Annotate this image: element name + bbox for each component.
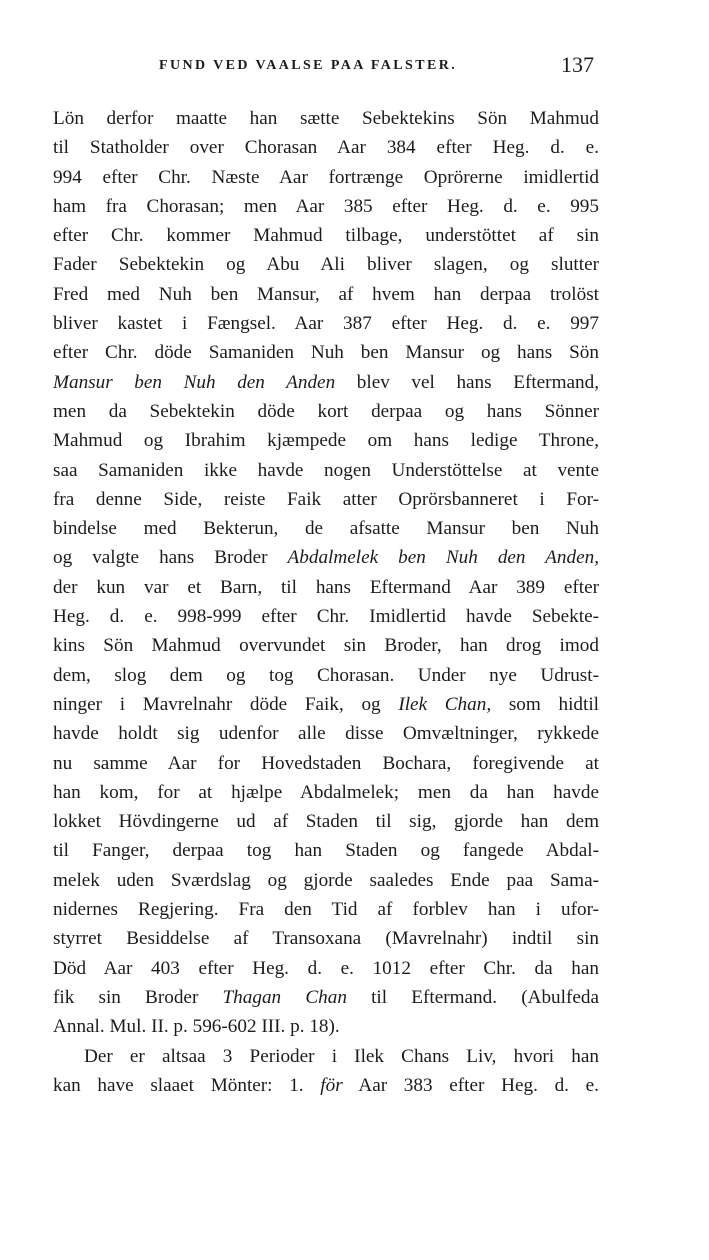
text-segment: fik sin Broder (53, 986, 223, 1008)
text-line (53, 397, 599, 426)
text-segment: Lön derfor maatte han sætte Sebektekins Sön Mahmud (53, 108, 599, 129)
text-line (53, 778, 599, 807)
text-line (53, 866, 599, 895)
text-line (53, 514, 599, 543)
text-segment: Fred med Nuh ben Mansur, af hvem han derpaa trolöst (53, 283, 599, 305)
text-segment: som hidtil (491, 693, 599, 715)
text-segment: styrret Besiddelse af Transoxana (Mavrelnahr) indtil sin (53, 928, 599, 950)
text-segment: Aar 383 efter Heg. d. e. (342, 1074, 599, 1096)
text-line (53, 983, 599, 1012)
text-line (53, 954, 599, 983)
text-segment: blev vel hans Eftermand, (335, 371, 599, 393)
text-line (53, 543, 599, 572)
text-segment: saa Samaniden ikke havde nogen Understöttelse at vente (53, 459, 599, 481)
text-segment: Heg. d. e. 998-999 efter Chr. Imidlertid havde Sebekte- (53, 606, 599, 628)
text-segment: bliver kastet i Fængsel. Aar 387 efter Heg. d. e. 997 (53, 313, 599, 335)
text-line (53, 836, 599, 865)
text-line (53, 895, 599, 924)
body-text (53, 104, 599, 1100)
text-line (53, 250, 599, 279)
text-segment: kan have slaaet Mönter: 1. (53, 1074, 321, 1096)
text-segment: bindelse med Bekterun, de afsatte Mansur ben Nuh (53, 518, 599, 540)
text-segment: han kom, for at hjælpe Abdalmelek; men da han havde (53, 781, 599, 803)
text-segment: ninger i Mavrelnahr döde Faik, og (53, 693, 399, 715)
text-line (53, 485, 599, 514)
text-line (53, 309, 599, 338)
text-segment: der kun var et Barn, til hans Eftermand Aar 389 efter (53, 576, 599, 598)
text-line (53, 631, 599, 660)
text-line (53, 602, 599, 631)
text-line (53, 1012, 599, 1041)
text-line (53, 192, 599, 221)
text-segment: Död Aar 403 efter Heg. d. e. 1012 efter Chr. da han (53, 957, 599, 979)
text-line (53, 1071, 599, 1100)
running-title: FUND VED VAALSE PAA FALSTER. (159, 58, 458, 73)
text-segment: Mahmud og Ibrahim kjæmpede om hans ledige Throne, (53, 430, 599, 452)
text-segment: havde holdt sig udenfor alle disse Omvæltninger, rykkede (53, 723, 599, 745)
text-segment: kins Sön Mahmud overvundet sin Broder, han drog imod (53, 635, 599, 657)
text-line (53, 368, 599, 397)
italic-text: Abdalmelek ben Nuh den Anden, (287, 547, 599, 569)
italic-text: för (320, 1074, 343, 1096)
text-segment: til Statholder over Chorasan Aar 384 efter Heg. d. e. (53, 137, 599, 159)
text-line (53, 1042, 599, 1071)
text-line (53, 163, 599, 192)
text-line (53, 133, 599, 162)
italic-text: Ilek Chan, (398, 693, 492, 715)
text-line (53, 807, 599, 836)
text-segment: ham fra Chorasan; men Aar 385 efter Heg. d. e. 995 (53, 195, 599, 217)
page-number: 137 (561, 52, 594, 77)
text-segment: dem, slog dem og tog Chorasan. Under nye Udrust- (53, 664, 599, 686)
text-segment: lokket Hövdingerne ud af Staden til sig, gjorde han dem (53, 811, 599, 833)
text-segment: og valgte hans Broder (53, 547, 288, 569)
text-segment: efter Chr. döde Samaniden Nuh ben Mansur og hans Sön (53, 342, 599, 364)
text-line (53, 661, 599, 690)
text-line (53, 280, 599, 309)
text-segment: nidernes Regjering. Fra den Tid af forblev han i ufor- (53, 899, 599, 921)
text-line (53, 749, 599, 778)
text-line (53, 690, 599, 719)
text-segment: men da Sebektekin döde kort derpaa og hans Sönner (53, 400, 599, 422)
text-segment: Fader Sebektekin og Abu Ali bliver slagen, og slutter (53, 254, 599, 276)
text-line (53, 456, 599, 485)
text-segment: melek uden Sværdslag og gjorde saaledes Ende paa Sama- (53, 869, 599, 891)
text-line (53, 924, 599, 953)
text-line (53, 426, 599, 455)
text-segment: Der er altsaa 3 Perioder i Ilek Chans Liv, hvori han (84, 1045, 599, 1067)
text-segment: til Fanger, derpaa tog han Staden og fangede Abdal- (53, 840, 599, 862)
text-segment: Annal. Mul. II. p. 596-602 III. p. 18). (53, 1016, 340, 1038)
text-segment: nu samme Aar for Hovedstaden Bochara, foregivende at (53, 752, 599, 774)
text-segment: fra denne Side, reiste Faik atter Oprörsbanneret i For- (53, 488, 599, 510)
text-segment: 994 efter Chr. Næste Aar fortrænge Oprörerne imidlertid (53, 166, 599, 188)
text-line (53, 338, 599, 367)
italic-text: Thagan Chan (222, 986, 347, 1008)
text-line (53, 573, 599, 602)
text-segment: til Eftermand. (Abulfeda (346, 986, 599, 1008)
text-line (53, 104, 599, 133)
italic-text: Mansur ben Nuh den Anden (53, 371, 336, 393)
text-segment: efter Chr. kommer Mahmud tilbage, understöttet af sin (53, 225, 599, 247)
text-line (53, 719, 599, 748)
text-line (53, 221, 599, 250)
